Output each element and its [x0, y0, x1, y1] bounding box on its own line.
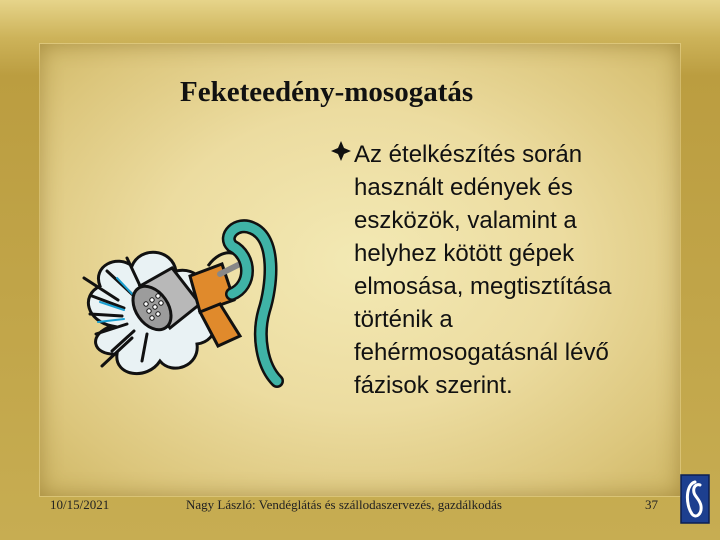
slide-title: Feketeedény-mosogatás	[180, 76, 474, 108]
bullet-line: elmosása, megtisztítása	[354, 273, 612, 300]
bullet-line: fehérmosogatásnál lévő	[354, 339, 609, 366]
diamond-bullet-icon	[330, 140, 352, 162]
bullet-line: eszközök, valamint a	[354, 207, 577, 234]
footer-text: Nagy László: Vendéglátás és szállodaszervezés, gazdálkodás	[186, 497, 502, 512]
page-number: 37	[645, 497, 658, 512]
footer-date: 10/15/2021	[50, 497, 110, 512]
bullet-line: történik a	[354, 306, 453, 333]
bullet-item	[354, 138, 690, 402]
garden-hose-spray-icon	[72, 216, 302, 406]
logo-icon	[680, 474, 710, 524]
bullet-line: Az ételkészítés során	[354, 141, 583, 168]
bullet-list	[330, 138, 690, 402]
bullet-line: használt edények és	[354, 174, 573, 201]
hose-icon	[229, 226, 277, 381]
bullet-line: helyhez kötött gépek	[354, 240, 575, 267]
bullet-line: fázisok szerint.	[354, 372, 513, 399]
